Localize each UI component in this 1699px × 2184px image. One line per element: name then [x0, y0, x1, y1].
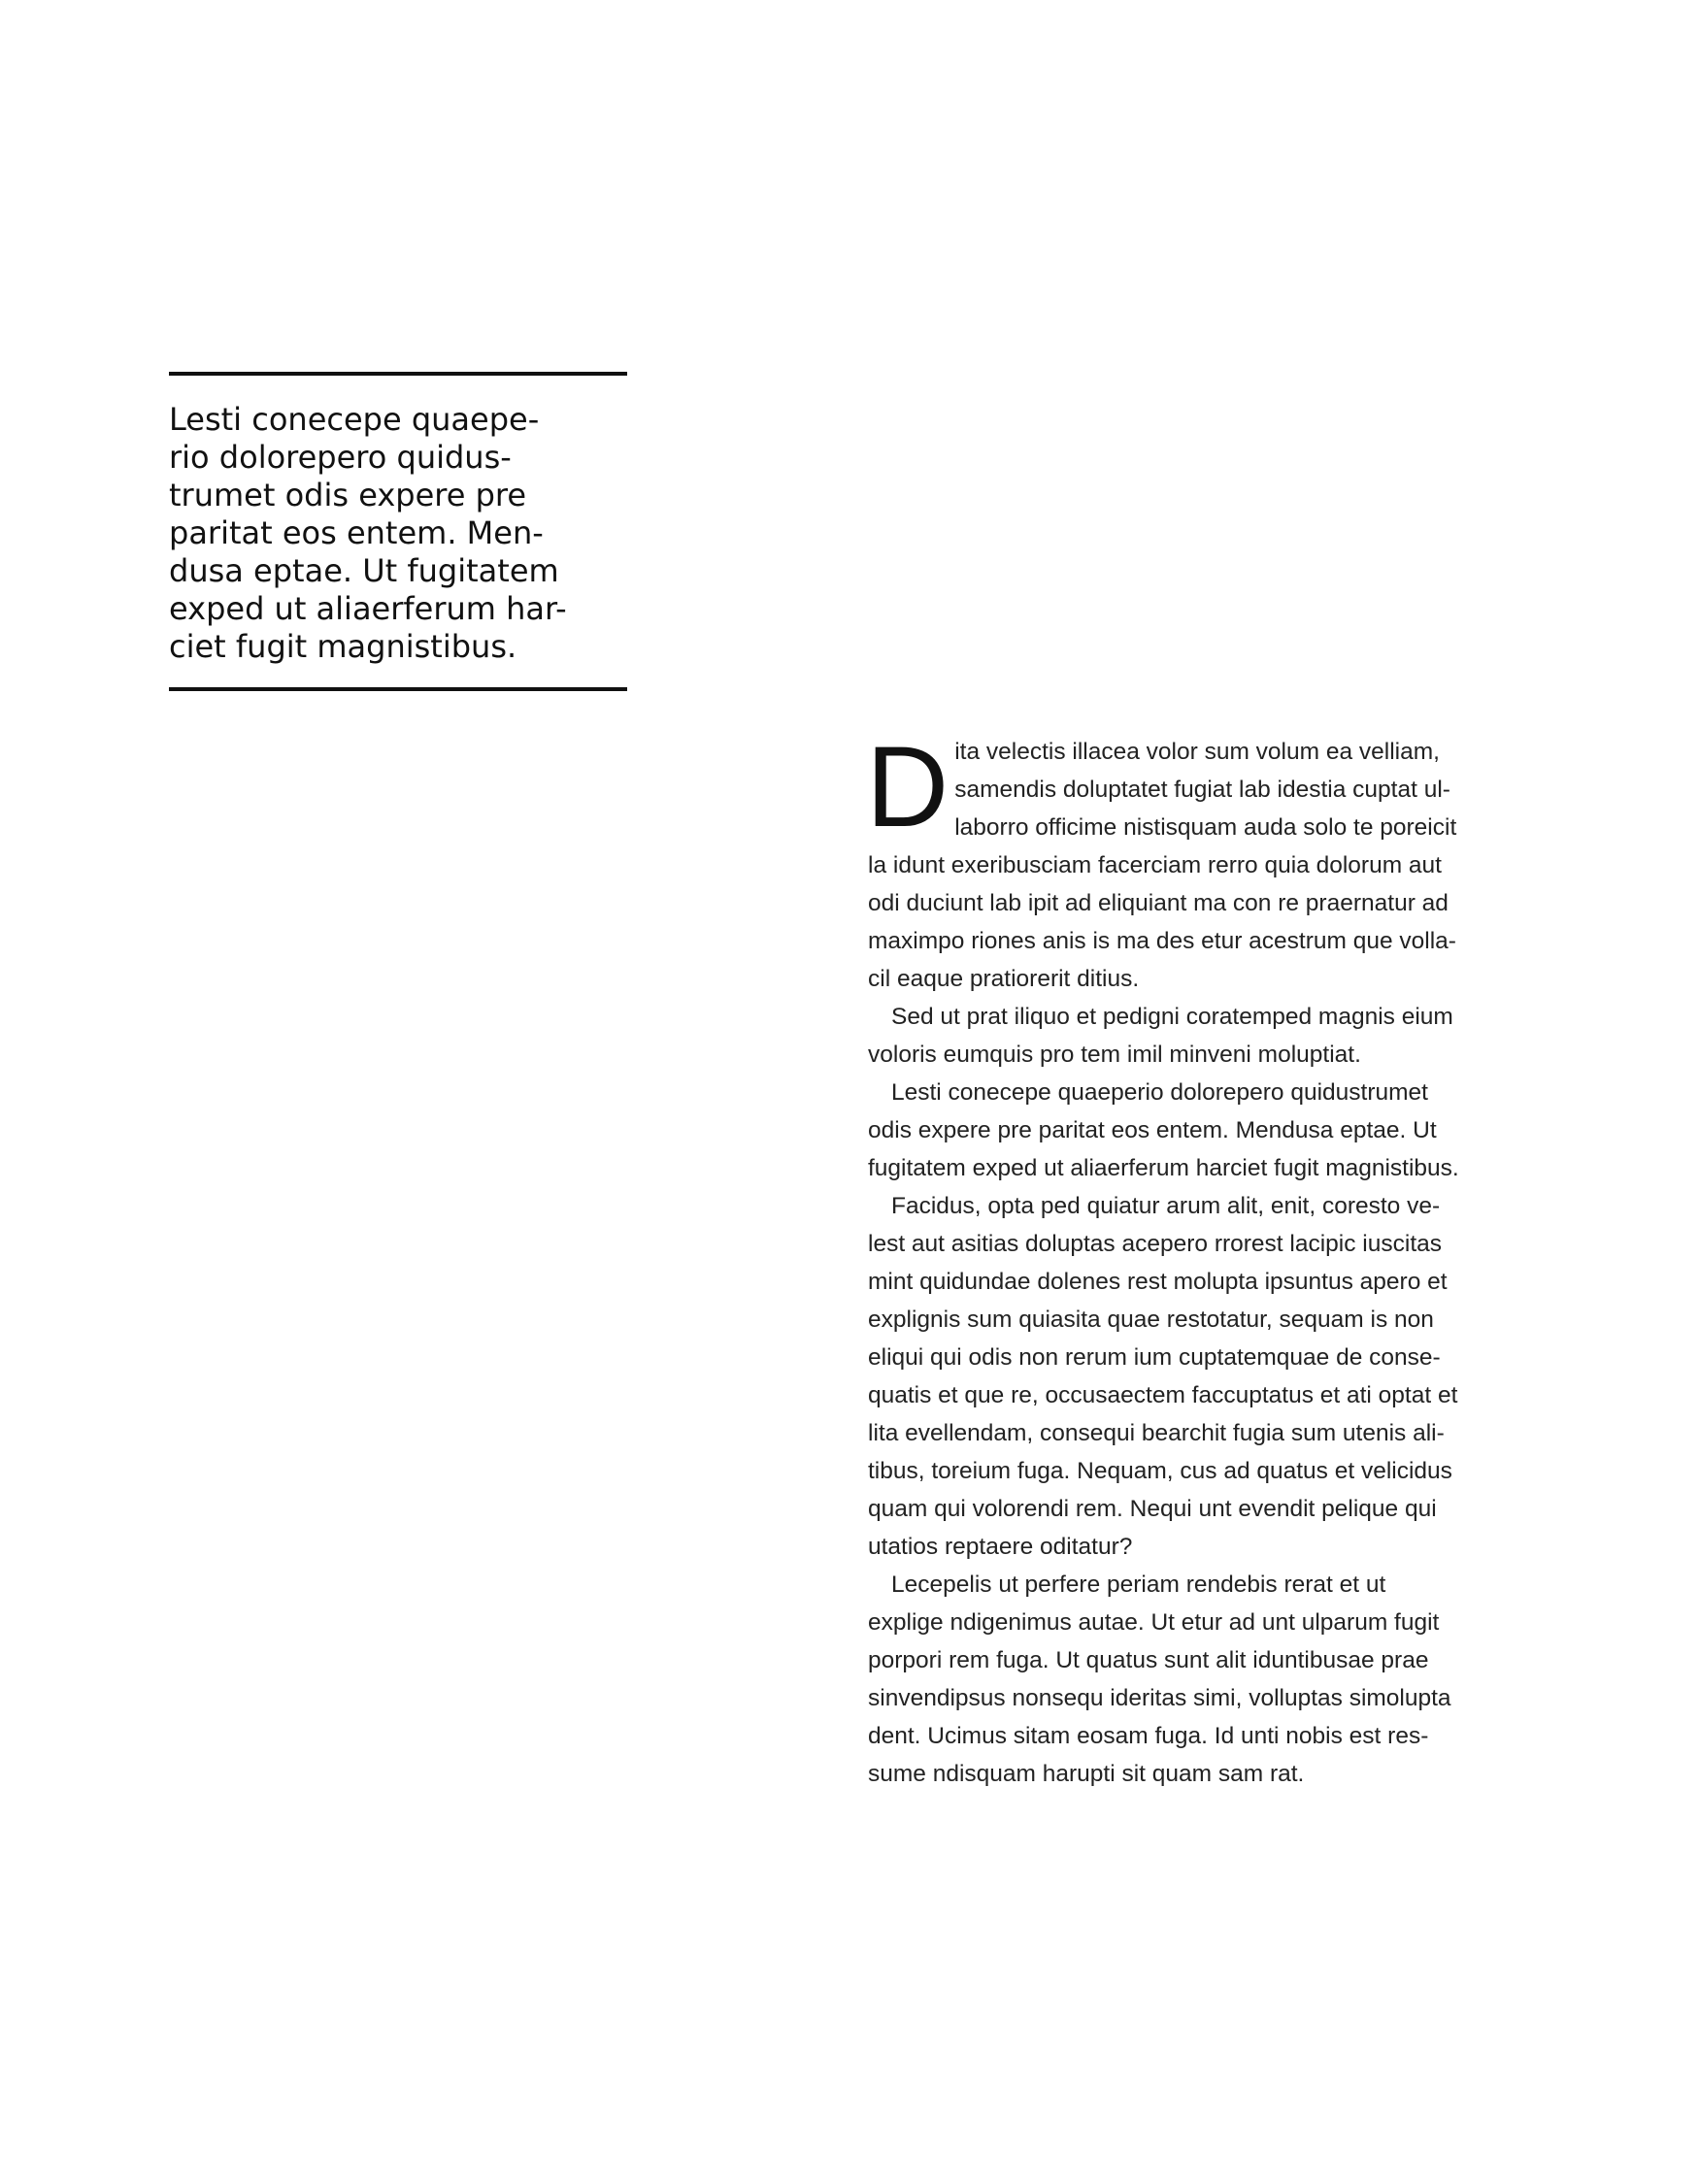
article-paragraph-5: Lecepelis ut perfere periam rendebis rerat et ut explige ndigenimus autae. Ut etur ad unt ulparum fugit porpori rem fuga. Ut quatus sunt alit iduntibusae prae sinvendipsus nonsequ ideritas simi, volluptas simolupta dent. Ucimus sitam eosam fuga. Id unti nobis est res- sume ndisquam harupti sit quam sam rat. [868, 1572, 1451, 1787]
article-paragraph-1-text: ita velectis illacea volor sum volum ea velliam, samendis doluptatet fugiat lab idestia cuptat ul- laborro officime nistisquam auda solo te poreicit la idunt exeribusciam facerciam rerro quia dolorum aut odi duciunt lab ipit ad eliquiant ma con re praernatur ad maximpo riones anis is ma des etur acestrum que volla- cil eaque pratiorerit ditius. [868, 739, 1457, 992]
article-paragraph-1 [868, 695, 1538, 998]
article-paragraph-4: Facidus, opta ped quiatur arum alit, enit, coresto ve- lest aut asitias doluptas acepero rrorest lacipic iuscitas mint quidundae dolenes rest molupta ipsuntus apero et explignis sum quiasita quae restotatur, sequam is non eliqui qui odis non rerum ium cuptatemquae de conse- quatis et que re, occusaectem faccuptatus et ati optat et lita evellendam, consequi bearchit fugia sum utenis ali- tibus, toreium fuga. Nequam, cus ad quatus et velicidus quam qui volorendi rem. Nequi unt evendit pelique qui utatios reptaere oditatur? [868, 1193, 1458, 1560]
drop-cap: D [866, 723, 949, 851]
article-paragraph-3: Lesti conecepe quaeperio dolorepero quidustrumet odis expere pre paritat eos entem. Mendusa eptae. Ut fugitatem exped ut aliaerferum harciet fugit magnistibus. [868, 1079, 1459, 1181]
pull-quote-text: Lesti conecepe quaepe- rio dolorepero quidus- trumet odis expere pre paritat eos entem. Men- dusa eptae. Ut fugitatem exped ut aliaerferum har- ciet fugit magnistibus. [169, 401, 567, 665]
pull-quote [169, 372, 627, 691]
article-paragraph-2: Sed ut prat iliquo et pedigni coratemped magnis eium voloris eumquis pro tem imil minveni moluptiat. [868, 1004, 1453, 1068]
article-body [868, 695, 1538, 1793]
